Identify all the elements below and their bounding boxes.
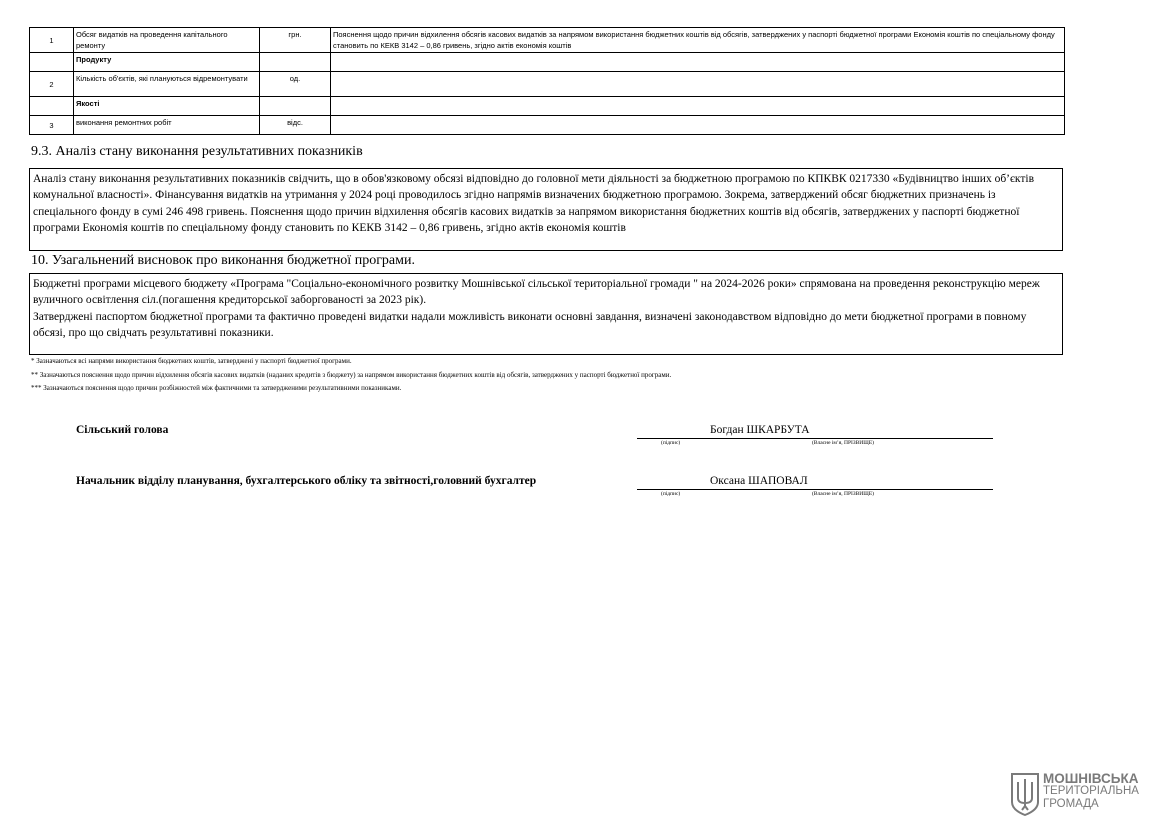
row-number: 1: [30, 28, 74, 53]
signature-caption: (підпис): [661, 440, 681, 446]
footnote: * Зазначаються всі напрями використання бюджетних коштів, затверджені у паспорті бюджетної програми.: [31, 357, 352, 365]
signature-line: [637, 438, 993, 439]
row-number: 3: [30, 116, 74, 135]
conclusion-paragraph: Бюджетні програми місцевого бюджету «Програма "Соціально-економічного розвитку Мошнівської сільської територіальної громади " на 2024-2026 роки» спрямована на проведення реконструкцію мереж вуличного освітлення сіл.(погашення кредиторської заборгованості за 2023 рік).: [33, 278, 1040, 307]
name-caption: (Власне ім’я, ПРІЗВИЩЕ): [812, 491, 875, 497]
footnote: ** Зазначаються пояснення щодо причин відхилення обсягів касових видатків (наданих кредитів з бюджету) за напрямом використання бюджетних коштів від обсягів, затверджених у паспорті бюджетної програми.: [31, 370, 672, 379]
explanation-cell: [331, 72, 1065, 97]
signature-name: Оксана ШАПОВАЛ: [710, 475, 808, 487]
indicators-table: [29, 27, 1065, 135]
logo-line: ГРОМАДА: [1043, 798, 1099, 810]
section-label: Якості: [74, 97, 260, 116]
unit-cell: грн.: [260, 28, 331, 53]
signature-line: [637, 489, 993, 490]
table-section-row: [30, 53, 1065, 72]
conclusion-text-box: [29, 273, 1063, 355]
signature-title: Сільський голова: [76, 424, 169, 436]
footnotes: [31, 355, 671, 396]
indicator-name: Обсяг видатків на проведення капітального ремонту: [74, 28, 260, 53]
analysis-text-box: Аналіз стану виконання результативних показників свідчить, що в обов'язковому обсязі відповідно до головної мети діяльності за бюджетною програмою по КПКВК 0217330 «Будівництво інших об’єктів комунальної власності». Фінансування видатків на утримання у 2024 році проводилось згідно напрямів визначених бюджетною програмою. Зокрема, затверджений обсяг бюджетних призначень із спеціального фонду в сумі 246 498 гривень. Пояснення щодо причин відхилення обсягів касових видатків за напрямом використання бюджетних коштів від обсягів, затверджених у паспорті бюджетної програми Економія коштів по спеціальному фонду становить по КЕКВ 3142 – 0,86 гривень, згідно актів економія коштів: [29, 168, 1063, 251]
table-section-row: [30, 97, 1065, 116]
conclusion-paragraph: Затверджені паспортом бюджетної програми та фактично проведені видатки надали можливість виконати основні завдання, визначені законодавством відповідно до мети бюджетної програми в повному обсязі, про що свідчать результативні показники.: [33, 310, 1027, 339]
footnote: *** Зазначаються пояснення щодо причин розбіжностей між фактичними та затвердженими результативними показниками.: [31, 384, 402, 392]
table-row: [30, 116, 1065, 135]
table-row: [30, 72, 1065, 97]
row-number: 2: [30, 72, 74, 97]
table-row: [30, 28, 1065, 53]
community-logo: [1010, 772, 1150, 817]
indicator-name: виконання ремонтних робіт: [74, 116, 260, 135]
unit-cell: відс.: [260, 116, 331, 135]
unit-cell: од.: [260, 72, 331, 97]
indicator-name: Кількість об'єктів, які плануються відремонтувати: [74, 72, 260, 97]
signature-name: Богдан ШКАРБУТА: [710, 424, 810, 436]
section-label: Продукту: [74, 53, 260, 72]
logo-line: ТЕРИТОРІАЛЬНА: [1043, 785, 1139, 797]
name-caption: (Власне ім’я, ПРІЗВИЩЕ): [812, 440, 875, 446]
section-9-3-title: 9.3. Аналіз стану виконання результативних показників: [31, 144, 363, 159]
signature-caption: (підпис): [661, 491, 681, 497]
trident-emblem-icon: [1010, 772, 1040, 816]
explanation-cell: Пояснення щодо причин відхилення обсягів касових видатків за напрямом використання бюджетних коштів від обсягів, затверджених у паспорті бюджетної програми Економія коштів по спеціальному фонду становить по КЕКВ 3142 – 0,86 гривень, згідно актів економія коштів: [331, 28, 1065, 53]
explanation-cell: [331, 116, 1065, 135]
signature-title: Начальник відділу планування, бухгалтерського обліку та звітності,головний бухгалтер: [76, 475, 537, 487]
logo-line: МОШНІВСЬКА: [1043, 771, 1139, 786]
section-10-title: 10. Узагальнений висновок про виконання бюджетної програми.: [31, 253, 415, 268]
